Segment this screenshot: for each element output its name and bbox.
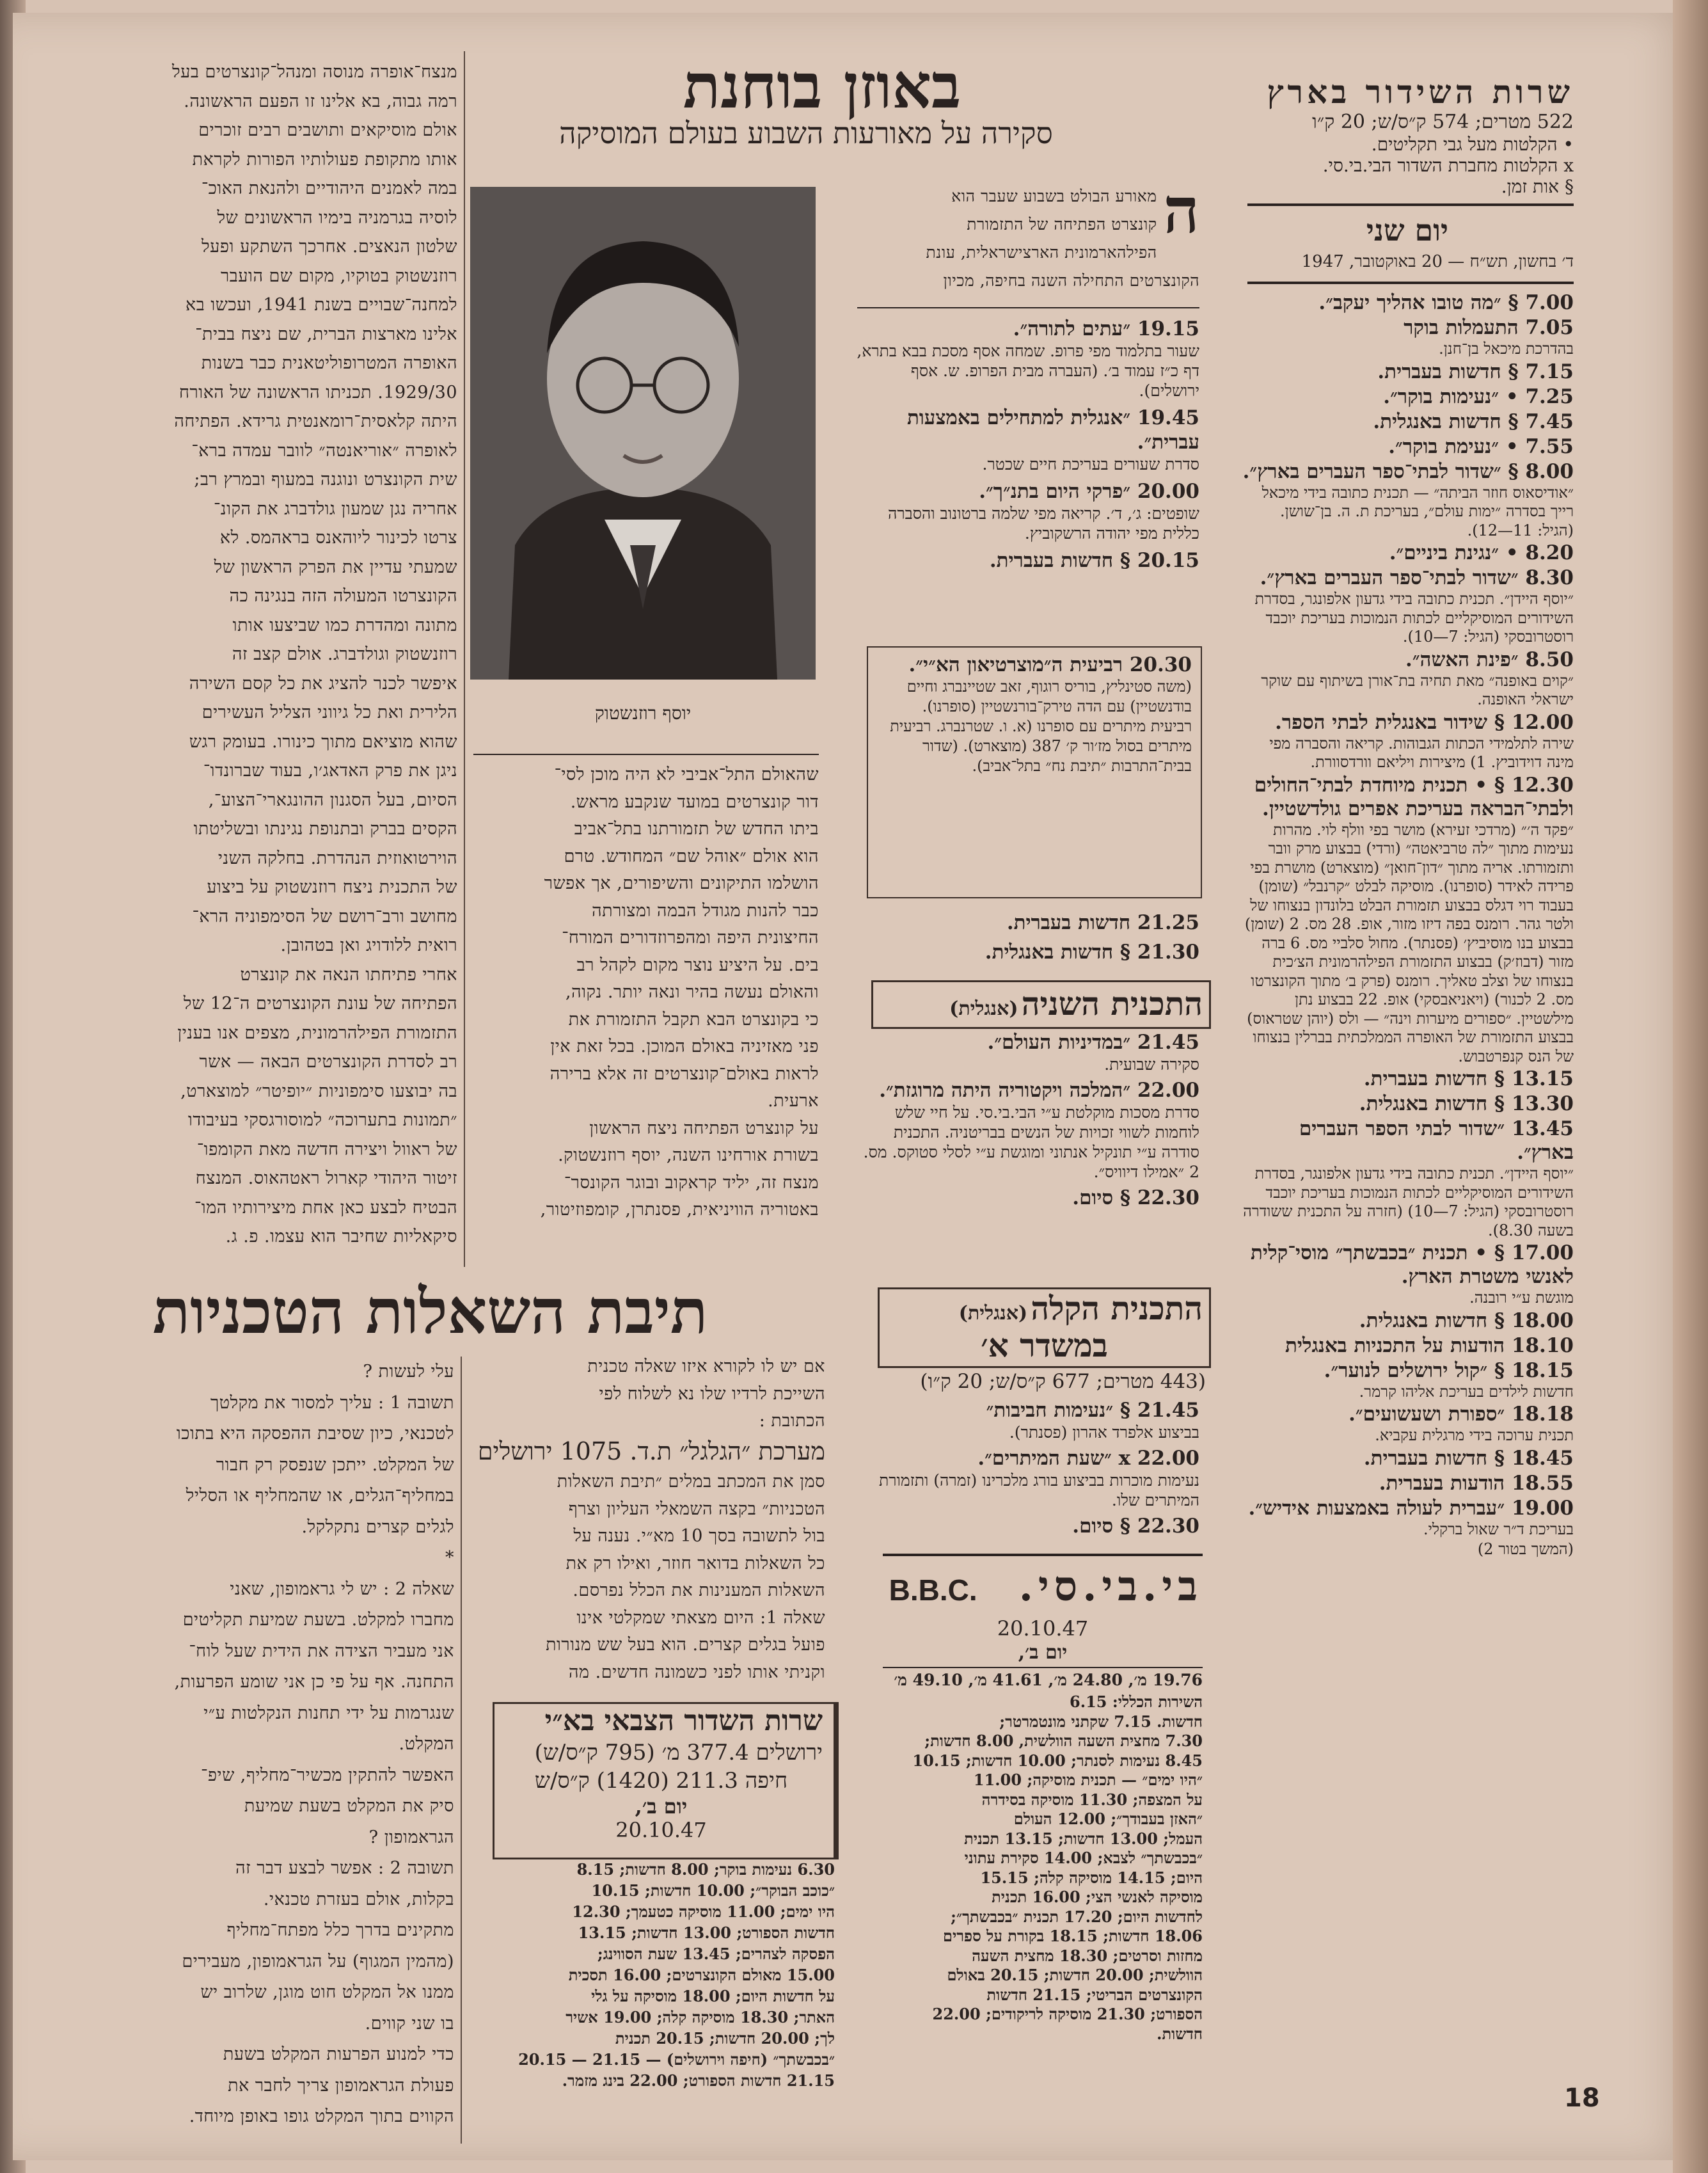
schedule-item xyxy=(1241,385,1574,409)
schedule-item-desc: סקירה שבועית. xyxy=(1104,1055,1199,1074)
second-program-heading xyxy=(880,985,1203,1023)
review-line: האופרה המטרופוליטאנית כבר בשנות xyxy=(201,353,457,373)
qa-line: האפשר להתקין מכשיר־מחליף, שיפ־ xyxy=(201,1765,454,1785)
qa-line: בו שני קווים. xyxy=(365,2013,454,2034)
army-line: לך; 20.00 חדשות; 20.15 תכנית xyxy=(615,2029,835,2048)
schedule-item-title: 18.18 ״ספורת ושעשועים״. xyxy=(1348,1403,1574,1426)
monday-schedule xyxy=(1241,291,1574,1561)
schedule-item-title: 21.30 § חדשות באנגלית. xyxy=(984,941,1199,964)
divider xyxy=(473,754,819,755)
bbc-line: מחזות וסרטים; 18.30 מחצית השעה xyxy=(972,1946,1203,1965)
schedule-item xyxy=(1241,1403,1574,1445)
review-line: בים. על היציע נוצר מקום לקהל רב xyxy=(576,955,819,975)
review-line: ארעית. xyxy=(768,1091,819,1111)
qa-line: תשובה 1 : עליך למסור את מקלטך xyxy=(210,1392,454,1413)
qa-body-line: סמן את המכתב במלים ״תיבת השאלות xyxy=(557,1472,825,1492)
army-line: ״כוכב הבוקר״; 10.00 חדשות; 10.15 xyxy=(591,1881,835,1900)
bbc-line: על המצפה; 11.30 מוסיקה בסידרה xyxy=(981,1790,1203,1809)
schedule-item xyxy=(854,548,1199,573)
army-line: 6.30 נעימות בוקר; 8.00 חדשות; 8.15 xyxy=(576,1860,835,1879)
review-line: לוסיה בגרמניה בימיו הראשונים של xyxy=(217,207,457,228)
review-line: לאופרה ״אוריאנטה״ לוובר עמדה ברא־ xyxy=(191,440,457,461)
review-line: בשורת אורחינו השנה, יוסף רוזנשטוק. xyxy=(558,1145,819,1165)
review-line: שלטון הנאצים. אחרכך השתקע ופעל xyxy=(201,237,457,257)
bbc-schedule xyxy=(883,1692,1203,2044)
photo-caption: יוסף רוזנשטוק xyxy=(594,703,692,724)
bbc-line: 7.30 מחצית השעה הוולשית, 8.00 חדשות; xyxy=(924,1731,1203,1750)
portrait-image xyxy=(470,187,816,680)
schedule-item-title: 7.05 התעמלות בוקר xyxy=(1404,316,1574,339)
conductor-photo xyxy=(470,187,816,680)
page-number: 18 xyxy=(1564,2083,1600,2113)
bbc-heading xyxy=(883,1561,1203,1612)
day-date: ד׳ בחשון, תש״ח — 20 באוקטובר, 1947 xyxy=(1301,252,1574,271)
lead-line: מאורע הבולט בשבוע שעבר הוא xyxy=(951,187,1157,205)
review-line: כי בקונצרט הבא תקבל התזמורת את xyxy=(568,1009,819,1030)
schedule-item-desc: ״אודיסאוס חוזר הביתה״ — תכנית כתובה בידי מיכאל רייך בסדרה ״ימות עולם״, בעריכת ת. ה. בן־שושן. (הגיל: 11—12). xyxy=(1261,483,1574,539)
review-line: אחרי פתיחתו הנאה את קונצרט xyxy=(240,964,457,985)
review-line: והאולם נעשה בהיר ונאה יותר. נקוה, xyxy=(565,982,819,1002)
column-divider xyxy=(464,51,465,1267)
bbc-title-hebrew: בי.בי.סי. xyxy=(1018,1563,1203,1611)
review-line: באטוריה הוויניאית, פסנתרן, קומפוזיטור, xyxy=(540,1200,819,1220)
quartet-title: 20.30 רביעית ה״מוצרטיאון הא״י״. xyxy=(908,653,1192,676)
review-line: מנצח זה, יליד קראקוב ובוגר הקונסר־ xyxy=(564,1172,819,1193)
divider xyxy=(1247,282,1574,284)
schedule-item-desc: נעימות מוכרות בביצוע בורג מלכרינו (זמרה) ותזמורת המיתרים שלו. xyxy=(878,1471,1199,1509)
schedule-item-title: 8.00 § ״שדור לבתי־ספר העברים בארץ״. xyxy=(1242,459,1574,483)
review-line: פני מאזיניה באולם המוכן. בכל זאת אין xyxy=(550,1037,819,1056)
lead-line: קונצרט הפתיחה של התזמורת xyxy=(967,215,1157,234)
divider xyxy=(883,1667,1203,1668)
divider xyxy=(857,307,1199,308)
late-news xyxy=(854,909,1199,967)
qa-line: תשובה 2 : אפשר לבצע דבר זה xyxy=(235,1858,454,1878)
station-frequency: 522 מטרים; 574 ק״ס/ש; 20 ק״ו xyxy=(1312,111,1574,133)
schedule-item-title: 7.15 § חדשות בעברית. xyxy=(1377,360,1574,383)
schedule-item xyxy=(854,1514,1199,1538)
station-title: שרות השידור בארץ xyxy=(1267,73,1574,111)
qa-answers xyxy=(42,1357,454,2133)
schedule-item xyxy=(1241,774,1574,1067)
qa-intro-line: הכתובת : xyxy=(759,1411,825,1431)
schedule-item xyxy=(1241,1359,1574,1402)
schedule-item-title: 22.00 x ״שעת המיתרים״. xyxy=(977,1447,1199,1470)
qa-intro-line: אם יש לו לקורא איזו שאלה טכנית xyxy=(587,1357,825,1376)
review-line: הבטיח לבצע כאן אחת מיצירותיו המו־ xyxy=(194,1197,457,1218)
bbc-line: 18.06 חדשות; 18.15 בקורת על ספרים xyxy=(942,1927,1203,1945)
army-title: שרות השדור הצבאי בא״י xyxy=(544,1705,823,1737)
review-line: מנצח־אופרה מנוסה ומנהל־קונצרטים בעל xyxy=(171,62,457,82)
qa-intro xyxy=(467,1353,825,1435)
schedule-item xyxy=(1241,360,1574,384)
review-body-continued xyxy=(42,58,457,1252)
army-radio-box xyxy=(493,1702,839,1859)
review-line: שהוא מוציאם מתוך כינורו. בעומק רגש xyxy=(189,731,457,752)
qa-body-line: בול לתשובה בסך 10 מא״י. נענה על xyxy=(573,1526,825,1546)
army-date: 20.10.47 xyxy=(615,1818,707,1842)
qa-body-line: כל השאלות בדואר חוזר, ואילו רק את xyxy=(565,1553,825,1573)
light-program-title: התכנית הקלה xyxy=(1031,1289,1203,1327)
quartet-text xyxy=(877,653,1192,776)
bbc-date xyxy=(883,1616,1203,1641)
review-line: 1929/30. תכניתו הראשונה של האורח xyxy=(179,382,457,402)
qa-line: התחנה. אף על פי כן אני שומע הפרעות, xyxy=(174,1672,454,1692)
qa-line: ממנו אל המקלט חוט מוגן, שלרוב יש xyxy=(200,1982,454,2002)
schedule-item-title: 12.00 § שידור באנגלית לבתי הספר. xyxy=(1275,710,1574,734)
qa-body-line: השאלות המענינות את הכלל נפרסם. xyxy=(573,1580,825,1600)
bbc-line: הקונצרטים הבריטי; 21.15 חדשות xyxy=(986,1985,1203,2004)
review-line: החיצונית היפה ומהפרוזדורים המורח־ xyxy=(562,928,819,948)
army-haifa: חיפה 211.3 (1420) ק״ס/ש xyxy=(534,1768,788,1794)
schedule-item xyxy=(1241,1309,1574,1333)
schedule-item-title: 21.25 חדשות בעברית. xyxy=(1006,911,1199,934)
review-lead xyxy=(854,174,1199,295)
schedule-item-title: 8.50 ״פינת האשה״. xyxy=(1405,648,1574,671)
schedule-item xyxy=(1241,460,1574,541)
review-line: הקסים בברק ובתנופת נגינתו ובשליטתו xyxy=(193,819,457,839)
schedule-item xyxy=(1241,1241,1574,1308)
schedule-item-title: 17.00 § • תכנית ״בכבשתך״ מוסי־קלית לאנשי משטרת הארץ. xyxy=(1251,1241,1574,1288)
day-heading xyxy=(1241,211,1574,250)
review-line: סיקאליות שחיבר הוא עצמו. פ. ג. xyxy=(225,1227,457,1246)
schedule-item xyxy=(854,1030,1199,1074)
schedule-item-title: 19.00 ״עברית לעולה באמצעות אידיש״. xyxy=(1248,1496,1574,1520)
review-line: התזמורת הפילהרמונית, מצפים אנו בענין xyxy=(177,1023,457,1043)
review-line: רמה גבוה, בא אלינו זו הפעם הראשונה. xyxy=(184,91,457,111)
light-frequency: (443 מטרים; 677 ק״ס/ש; 20 ק״ו) xyxy=(920,1370,1206,1393)
schedule-item-title: 22.30 § סיום. xyxy=(1072,1186,1199,1209)
schedule-item xyxy=(1241,566,1574,647)
second-program-box xyxy=(871,980,1211,1029)
divider xyxy=(883,1554,1203,1556)
schedule-item xyxy=(854,938,1199,966)
legend-line: • הקלטות מעל גבי תקליטים. xyxy=(1371,134,1574,155)
qa-line: המקלט. xyxy=(399,1734,454,1754)
review-line: אותו מתקופת פעולותיו הפורות לקראת xyxy=(192,149,457,170)
schedule-item xyxy=(854,406,1199,474)
second-program-lang: (אנגלית) xyxy=(949,998,1018,1020)
schedule-item xyxy=(1241,648,1574,710)
schedule-item-title: 18.00 § חדשות באנגלית. xyxy=(1359,1309,1574,1332)
schedule-item xyxy=(1241,1497,1574,1540)
review-line: אולם מוסיקאים ותושבים רבים זוכרים xyxy=(198,120,457,140)
schedule-item-title: 21.45 § ״נעימות חביבות״ xyxy=(986,1399,1199,1422)
qa-body-line: שאלה 1: היום מצאתי שמקלטי אינו xyxy=(576,1607,825,1628)
army-schedule xyxy=(493,1859,835,2091)
army-line: הפסקה לצהרים; 13.45 שעת הסווינג; xyxy=(597,1945,835,1963)
qa-intro-line: השייכת לרדיו שלו נא לשלוח לפי xyxy=(599,1383,825,1404)
schedule-item-title: 20.00 ״פרקי היום בתנ״ך״. xyxy=(979,480,1199,503)
quartet-box xyxy=(867,646,1202,898)
light-program-heading xyxy=(886,1289,1203,1364)
qa-body-line: הטכניות״ בקצה השמאלי העליון וצרף xyxy=(568,1499,825,1519)
bbc-line: לחדשות היום; 17.20 תכנית ״בכבשתך״; xyxy=(951,1907,1203,1926)
book-spine-right xyxy=(1673,0,1708,2173)
qa-line: אני מעביר הצידה את הידית שעל לוח־ xyxy=(189,1641,454,1661)
qa-line: פעולת הגראמופון צריך לחבר את xyxy=(228,2075,454,2096)
schedule-item-desc: חדשות לילדים בעריכת אליהו קרמר. xyxy=(1359,1382,1574,1401)
qa-line: הקווים בתוך המקלט גופו באופן מיוחד. xyxy=(189,2106,454,2126)
qa-line: עלי לעשות ? xyxy=(363,1362,454,1381)
schedule-item xyxy=(854,317,1199,401)
schedule-item-title: 22.30 § סיום. xyxy=(1072,1515,1199,1538)
schedule-item xyxy=(1241,1540,1574,1559)
schedule-item xyxy=(1241,1447,1574,1470)
army-line: 15.00 מאולם הקונצרטים; 16.00 תסכית xyxy=(568,1966,835,1984)
review-body-middle xyxy=(473,761,819,1224)
schedule-item xyxy=(854,1398,1199,1442)
review-line: כבר להנות מגודל הבמה ומצורתה xyxy=(592,900,819,921)
qa-address: מערכת ״הגלגל״ ת.ד. 1075 ירושלים xyxy=(477,1437,825,1465)
schedule-item xyxy=(1241,435,1574,459)
bbc-line: ״האזן בעבודך״; 12.00 העולם xyxy=(1013,1810,1203,1828)
schedule-item-title: 18.15 § ״קול ירושלים לנוער״. xyxy=(1324,1358,1574,1382)
bbc-line: ״בכבשתך״ לצבא; 14.00 סקירת עתוני xyxy=(964,1849,1203,1867)
bbc-line: הספורט; 21.30 מוסיקה לריקודים; 22.00 xyxy=(932,2005,1203,2023)
review-line: הפתיחה של עונת הקונצרטים ה־12 של xyxy=(183,994,457,1014)
schedule-item-title: 8.30 ״שדור לבתי־ספר העברים בארץ״. xyxy=(1260,566,1574,589)
schedule-item-title: 7.00 § ״מה טובו אהליך יעקב״. xyxy=(1318,291,1574,314)
schedule-item-title: 8.20 • ״נגינת ביניים״. xyxy=(1389,541,1574,564)
legend-line: § אות זמן. xyxy=(1501,176,1574,197)
bbc-line: מוסיקה לאנשי הצי; 16.00 תכנית xyxy=(992,1888,1203,1906)
schedule-item-desc: ״פקד ה׳״ (מרדכי זעירא) מושר בפי וולף לוי. מהרות נעימות מתוך ״לה טרביאטה״ (ורדי) בבצוע מרק וובר ותזמורתו. אריה מתוך ״דון־חואן״ (מוצארט) מושרת בפי פרידה לאידר (סופרנו). מוסיקה לבלט ״קרנבל״ (שומן) בעבוד רוי דגלס בבצוע תזמורת הבלט בלונדון בנצוחו של ולטר גהר. רומנס בפה דיזו מזור, אופ. 28 מס. 2 (שומן) בבצוע בנו מוסיביץ׳ (פסנתר). מחול סלביי מס. 6 ברה מזור (דבוז׳ק) בבצוע התזמורת הפילהרמונית הצ׳כית בנצוחו של וצלב טאליך. רומנס (פרק ב׳ מתוך הקונצרטו מס. 2 לכנור) (ויאניאבסקי) אופ. 22 בבצוע נתן מילשטיין. ״ספורים מיערות וינה״ — ולס (יוהן שטראוס) בבצוע התזמורת של האופרה הממלכתית בברלין בנצוחו של הנס קנפרטבוש. xyxy=(1244,820,1574,1065)
schedule-item-title: 13.45 ״שדור לבתי הספר העברים בארץ״. xyxy=(1299,1117,1574,1164)
qa-title: תיבת השאלות הטכניות xyxy=(152,1275,708,1348)
schedule-item-desc: ״יוסף היידן״. תכנית כתובה בידי גדעון אלפונגר, בסדרת השידורים המוסיקליים לכתות הנמוכות בעריכת יוכבד רוסטרובסקי (הגיל: 7—10). xyxy=(1254,590,1574,646)
bbc-line: חדשות. xyxy=(1157,2024,1203,2043)
second-program-title: התכנית השניה xyxy=(1021,985,1203,1023)
light-program-title2: במשדר א׳ xyxy=(981,1326,1108,1364)
qa-body xyxy=(467,1469,825,1686)
light-program-lang: (אנגלית) xyxy=(958,1302,1028,1325)
review-line: צרטו לכינור ליוהאנס בראהמס. לא xyxy=(219,528,457,548)
column-divider xyxy=(461,1357,462,2144)
schedule-item xyxy=(1241,711,1574,772)
review-title: באוזן בוחנת xyxy=(683,50,961,122)
schedule-item xyxy=(1241,541,1574,565)
schedule-item xyxy=(854,909,1199,937)
schedule-item-desc: שופטים: ג׳, ד׳. קריאה מפי שלמה ברטונוב והסברה כללית מפי יהודה הרשקוביץ. xyxy=(888,504,1199,543)
bbc-line: היום; 14.15 מוסיקה קלה; 15.15 xyxy=(980,1868,1203,1887)
army-jerusalem: ירושלים 377.4 מ׳ (795 ק״ס/ש) xyxy=(534,1740,823,1765)
army-line: האתר; 18.30 מוסיקה קלה; 19.00 אשיר xyxy=(565,2008,835,2026)
legend-line: x הקלטות מחברת השדור הבי.בי.סי. xyxy=(1322,155,1574,176)
schedule-item-desc: שירה לתלמידי הכתות הגבוהות. קריאה והסברה מפי מינה דוידוביץ. 1) מיצירות ויליאם וורדסוורת. xyxy=(1269,734,1574,771)
review-line: שית הקונצרט ונוגנה במעוף ובמרץ רב; xyxy=(194,470,457,490)
schedule-item-desc: בעריכת ד״ר שאול ברקלי. xyxy=(1423,1520,1574,1538)
schedule-item-desc: ״יוסף היידן״. תכנית כתובה בידי גדעון אלפונגר, בסדרת השידורים המוסיקליים לכתות הנמוכות בעריכת יוכבד רוסטרובסקי (הגיל: 7—10) (חזרה על התכנית ששודרה בשעה 8.30). xyxy=(1243,1165,1574,1239)
review-line: של ראוול ויצירה חדשה מאת הקומפו־ xyxy=(196,1139,457,1159)
bbc-date-value: 20.10.47 xyxy=(997,1616,1089,1641)
bbc-line: הוולשית; 20.00 חדשות; 20.15 באולם xyxy=(947,1966,1203,1984)
review-line: הוירטואוזית הנהדרת. בחלקה השני xyxy=(217,848,457,868)
lead-line: הקונצרטים התחילה השנה בחיפה, מכיון xyxy=(943,271,1199,290)
light-program-box xyxy=(878,1287,1211,1368)
review-line: על קונצרט הפתיחה ניצח הראשון xyxy=(589,1118,819,1138)
review-line: אחריה נגן שמעון גולדברג את הקונ־ xyxy=(213,498,457,519)
army-line: היו ימים; 11.00 מוסיקה כטעמך; 12.30 xyxy=(572,1902,835,1921)
schedule-item-desc: שעור בתלמוד מפי פרופ. שמחה אסף מסכת בבא בתרא, דף כ״ז עמוד ב׳. (העברה מבית הפרופ. ש. אסף ירושלים). xyxy=(857,342,1199,400)
review-line: דור קונצרטים במועד שנקבע מראש. xyxy=(570,792,819,812)
divider xyxy=(1247,203,1574,206)
schedule-item-title: 19.15 ״עתים לתורה״. xyxy=(1013,317,1199,340)
schedule-item-title: 19.45 ״אנגלית למתחילים באמצעות עברית״. xyxy=(906,406,1199,454)
review-line: ניגן את פרק האדאג׳ו, בעוד שברונדו־ xyxy=(203,761,457,781)
review-line: ״תמונות בתערוכה״ למוסורגסקי בעיבודו xyxy=(187,1110,457,1130)
schedule-item-desc: מוגשת ע״י רובנה. xyxy=(1469,1289,1574,1307)
review-line: רוזנשטוק בטוקיו, מקום שם הועבר xyxy=(220,266,457,286)
review-line: שמעתי עדיין את הפרק הראשון של xyxy=(214,557,457,577)
bbc-line: השירות הכללי: 6.15 xyxy=(1070,1692,1203,1711)
schedule-item-desc: בהדרכת מיכאל בן־חנן. xyxy=(1439,340,1574,358)
schedule-item xyxy=(854,1078,1199,1182)
qa-line: (מהמין המגוף) על הגראמופון, מעבירים xyxy=(182,1951,454,1971)
schedule-item-title: 13.15 § חדשות בעברית. xyxy=(1363,1067,1574,1090)
qa-line: לגלים קצרים נתקלקל. xyxy=(301,1516,454,1537)
review-line: בה יבוצעו סימפוניות ״יופיטר״ למוצארט, xyxy=(180,1081,457,1101)
bbc-line: 8.45 נעימות לסנתר; 10.00 חדשות; 10.15 xyxy=(912,1751,1203,1770)
evening-schedule xyxy=(854,317,1199,578)
drop-cap: ה xyxy=(1163,174,1199,248)
army-heading xyxy=(500,1704,823,1842)
schedule-item-title: 7.45 § חדשות באנגלית. xyxy=(1373,410,1574,433)
schedule-item-desc: בביצוע אלפרד אהרון (פסנתר). xyxy=(1009,1423,1199,1442)
lead-line: הפילהארמונית הארצישראלית, עונת xyxy=(926,243,1157,262)
schedule-item-title: 20.15 § חדשות בעברית. xyxy=(989,549,1199,572)
schedule-item-title: 21.45 ״במדיניות העולם״. xyxy=(987,1031,1199,1054)
schedule-item xyxy=(1241,1472,1574,1495)
second-program-schedule xyxy=(854,1030,1199,1214)
army-line: 21.15 חדשות הספורט; 22.00 בינג מזמר. xyxy=(562,2071,835,2090)
day-title: יום שני xyxy=(1366,213,1449,248)
schedule-item-desc: סדרת שעורים בעריכת חיים שכטר. xyxy=(982,455,1199,474)
schedule-item-desc: תכנית ערוכה בידי מרגלית עקביא. xyxy=(1375,1426,1574,1444)
army-line: ״בכבשתך״ (חיפה וירושלים) — 21.15 — 20.15 xyxy=(518,2050,835,2069)
qa-line: * xyxy=(445,1548,454,1568)
review-line: לראות באולם־קונצרטים זה אלא ברירה xyxy=(550,1063,819,1084)
review-line: רב לסדרת הקונצרטים הבאה — אשר xyxy=(199,1052,457,1072)
qa-line: סיק את המקלט בשעת שמיעת xyxy=(244,1796,454,1816)
schedule-item xyxy=(1241,1334,1574,1358)
schedule-item-title: 7.25 • ״נעימות בוקר״. xyxy=(1383,385,1574,408)
review-line: הושלמו התיקונים והשיפורים, אך אפשר xyxy=(544,873,819,893)
review-line: זיטור היהודי קארול ראטהאוס. המנצח xyxy=(195,1168,457,1188)
schedule-item-title: 22.00 ״המלכה ויקטוריה היתה מרוגזת״. xyxy=(879,1079,1199,1102)
schedule-item-desc: (המשך בטור 2) xyxy=(1477,1540,1574,1558)
schedule-item-title: 18.45 § חדשות בעברית. xyxy=(1363,1446,1574,1470)
review-line: רוזנשטוק וגולדברג. אולם קצב זה xyxy=(232,644,457,664)
qa-line: בקלות, אולם בעזרת טכנאי. xyxy=(263,1889,454,1909)
schedule-item-title: 18.55 הודעות בעברית. xyxy=(1379,1471,1574,1495)
schedule-item xyxy=(854,1186,1199,1210)
qa-body-line: וקניתי אותו לפני כשמונה חדשים. מה xyxy=(569,1662,825,1682)
schedule-item-title: 12.30 § • תכנית מיוחדת לבתי־החולים ולבתי־הבראה בעריכת אפרים גולדשטיין. xyxy=(1254,773,1574,820)
bbc-line: העמל; 13.00 חדשות; 13.15 תכנית xyxy=(964,1829,1203,1848)
review-line: מחושב ורב־רושם של הסימפוניה הרא־ xyxy=(192,906,457,927)
review-line: הלירית ואת כל גיווני הצליל העשירים xyxy=(202,703,457,722)
schedule-item-desc: ״קוים באופנה״ מאת תחיה בת־אורן בשיתוף עם שוקר ישראלי האופנה. xyxy=(1261,671,1574,708)
bbc-day: יום ב׳, xyxy=(1018,1641,1068,1664)
qa-body-line: פועל בגלים קצרים. הוא בעל שש מנורות xyxy=(546,1635,825,1655)
schedule-item-title: 18.10 הודעות על התכניות באנגלית xyxy=(1285,1333,1574,1357)
schedule-item-title: 13.30 § חדשות באנגלית. xyxy=(1359,1092,1574,1115)
review-line: שהאולם התל־אביבי לא היה מוכן לסי־ xyxy=(554,765,819,784)
qa-line: כדי למנוע הפרעות המקלט בשעת xyxy=(223,2044,454,2064)
light-program-schedule xyxy=(854,1398,1199,1542)
schedule-item xyxy=(1241,316,1574,359)
review-line: ביתו החדש של תזמורתנו בתל־אביב xyxy=(574,819,819,839)
army-line: חדשות הספורט; 13.00 חדשות; 13.15 xyxy=(578,1923,835,1942)
bbc-title-english: B.B.C. xyxy=(889,1573,977,1607)
review-line: מתונה ומהדרת כמו שביצעו אותו xyxy=(232,615,457,635)
review-line: היתה קלאסית־רומאנטית גרידא. הפתיחה xyxy=(174,411,457,431)
review-line: הסיום, בעל הסגנון ההונגארי־הצוע־, xyxy=(208,790,457,810)
qa-line: שאלה 2 : יש לי גראמופון, שאני xyxy=(230,1579,454,1599)
review-line: של התכנית ניצח רוזנשטוק על ביצוע xyxy=(207,877,457,897)
qa-line: שנגרמות על ידי תחנות הנקלטות ע״י xyxy=(203,1703,454,1723)
review-line: במה לאמנים היהודיים ולהנאת האוכ־ xyxy=(201,179,457,198)
qa-line: הגראמופון ? xyxy=(368,1827,454,1847)
army-day: יום ב׳, xyxy=(635,1794,688,1819)
review-line: אלינו מארצות הברית, שם ניצח בבית־ xyxy=(195,324,457,344)
schedule-item-desc: סדרת מסכות מוקלטת ע״י הבי.בי.סי. על חיי שלש לוחמות לשווי זכויות של הנשים בבריטניה. התכנית סודרה ע״י תונקיל אנתוני ומוגשת ע״י לסלי סטוקס. מס. 2 ״אמילו דיוויס״. xyxy=(863,1103,1199,1181)
schedule-item xyxy=(854,1446,1199,1510)
station-header xyxy=(1241,74,1574,197)
qa-line: לטכנאי, כיון שסיבת ההפסקה היא בתוכו xyxy=(176,1424,454,1444)
qa-line: של המקלט. ייתכן שנפסק רק חבור xyxy=(216,1454,454,1475)
bbc-frequency: 19.76 מ׳, 24.80 מ׳, 41.61 מ׳, 49.10 מ׳ xyxy=(894,1671,1203,1689)
qa-line: מחברו למקלט. בשעת שמיעת תקליטים xyxy=(182,1610,454,1630)
schedule-item xyxy=(1241,1117,1574,1240)
schedule-item xyxy=(854,479,1199,543)
quartet-desc: (משה סטינליץ, בוריס רוגוף, זאב שטיינברג וחיים בודנשטיין) עם הדה טירק־בורנשטיין (סופרנו). רביעית מיתרים עם סופרנו (א. ו. שטרנברג. רביעית מיתרים בסול מז׳ור ק׳ 387 (מוצארט). (שדור בבית־התרבות ״תיבת נח״ בתל־אביב). xyxy=(890,678,1192,775)
schedule-item xyxy=(1241,1092,1574,1116)
army-line: על חדשות היום; 18.00 מוסיקה על גלי xyxy=(591,1987,835,2005)
schedule-item xyxy=(1241,1067,1574,1091)
review-line: למחנה־שבויים בשנת 1941, ועכשו בא xyxy=(186,295,457,315)
review-subtitle: סקירה על מאורעות השבוע בעולם המוסיקה xyxy=(559,116,1053,150)
qa-line: מתקינים בדרך כלל מפתח־מחליף xyxy=(226,1920,454,1940)
review-line: הוא אולם ״אוהל שם״ המחודש. טרם xyxy=(564,846,819,866)
review-line: הקונצרטו המעולה הזה בנגינה כה xyxy=(229,586,457,606)
schedule-item-title: 7.55 • ״נעימת בוקר״. xyxy=(1388,434,1574,458)
review-line: איפשר לכנר להציג את כל קסם השירה xyxy=(189,673,457,694)
bbc-line: חדשות. 7.15 שקתני מונטמרטר; xyxy=(999,1712,1203,1731)
bbc-line: ״היו ימים״ — תכנית מוסיקה; 11.00 xyxy=(973,1771,1203,1789)
review-line: רואית ללודויג ואן בטהובן. xyxy=(280,935,457,955)
schedule-item xyxy=(1241,291,1574,315)
qa-line: במחליף־הגלים, או שהמחליף או הסליל xyxy=(186,1486,454,1506)
schedule-item xyxy=(1241,410,1574,434)
